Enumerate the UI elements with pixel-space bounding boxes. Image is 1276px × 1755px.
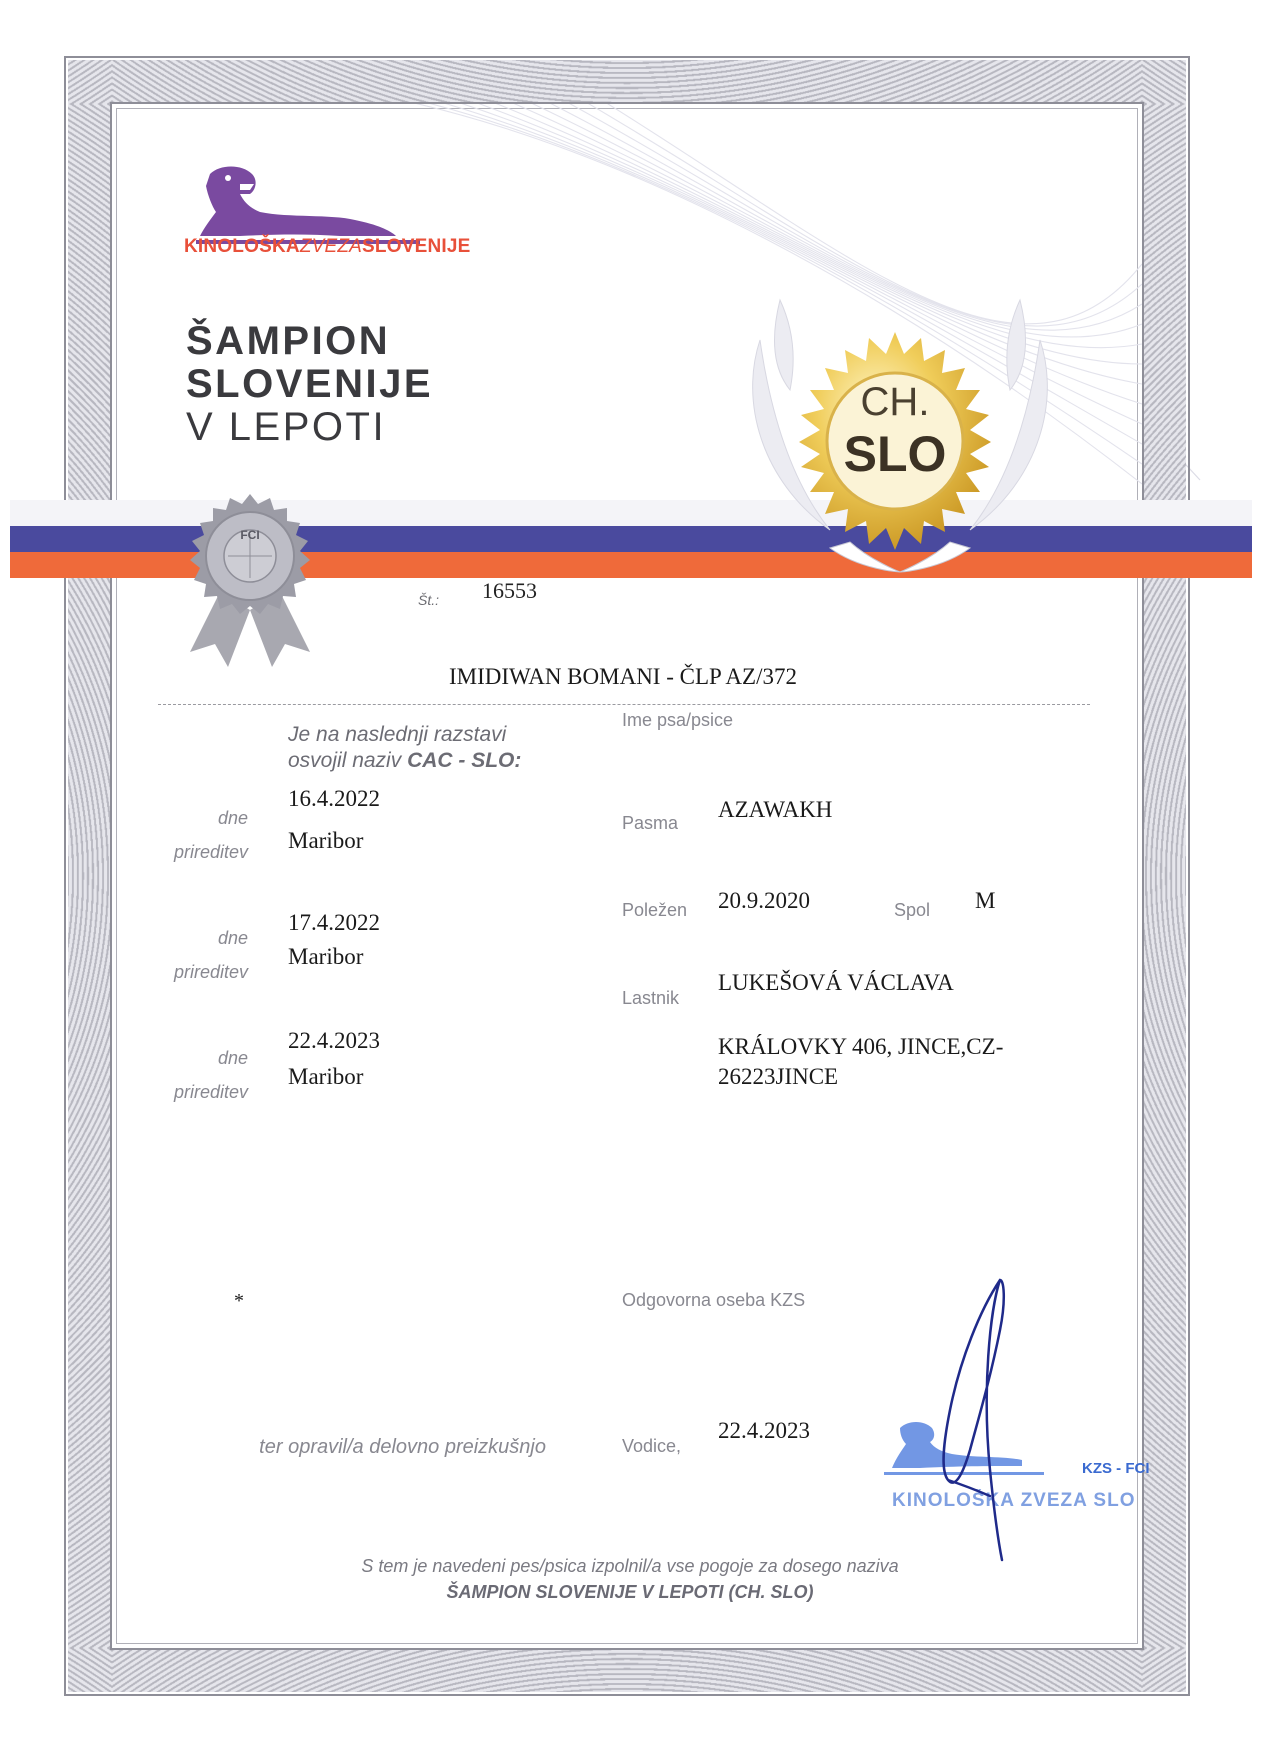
title-line-3: V LEPOTI: [186, 405, 387, 449]
event-place: Maribor: [288, 1064, 364, 1089]
title-line-1: ŠAMPION: [186, 319, 391, 363]
event-date: 16.4.2022: [288, 786, 380, 811]
event-date-label: dne: [217, 808, 248, 828]
event-place: Maribor: [288, 944, 364, 969]
certificate-number: 16553: [482, 578, 537, 603]
seal-text-slo: SLO: [843, 426, 947, 482]
asterisk-mark: *: [234, 1290, 244, 1312]
working-test-label: ter opravil/a delovno preizkušnjo: [259, 1436, 546, 1458]
intro-line-1: Je na naslednji razstavi: [288, 723, 507, 746]
sex-label: Spol: [894, 900, 931, 920]
event-date: 22.4.2023: [288, 1028, 380, 1053]
intro-line-2a: osvojil naziv: [288, 749, 408, 772]
fci-badge-abbr: FCI: [240, 528, 260, 542]
dog-name-label: Ime psa/psice: [622, 710, 734, 730]
name-divider: [158, 704, 1090, 705]
event-place-label: prireditev: [173, 962, 248, 982]
award-title: CAC - SLO:: [407, 749, 522, 772]
footer-line-1: S tem je navedeni pes/psica izpolnil/a vse pogoje za dosego naziva: [361, 1556, 899, 1576]
stamp-code: KZS - FCI: [1082, 1460, 1150, 1477]
issue-date: 22.4.2023: [718, 1418, 810, 1443]
event-date-label: dne: [217, 1048, 248, 1068]
born-value: 20.9.2020: [718, 888, 810, 913]
award-intro: [288, 722, 521, 774]
event-place-label: prireditev: [173, 842, 248, 862]
place-date-label: Vodice,: [622, 1436, 682, 1456]
event-date-label: dne: [217, 928, 248, 948]
event-place: Maribor: [288, 828, 364, 853]
certificate-footer: [200, 1553, 1060, 1605]
stamp-text: KINOLOŠKA ZVEZA SLO: [892, 1490, 1136, 1511]
footer-line-2: ŠAMPION SLOVENIJE V LEPOTI (CH. SLO): [446, 1582, 814, 1602]
seal-text-ch: CH.: [860, 380, 930, 424]
sex-value: M: [975, 888, 996, 913]
event-date: 17.4.2022: [288, 910, 380, 935]
born-label: Poležen: [622, 900, 688, 920]
dog-name: IMIDIWAN BOMANI - ČLP AZ/372: [449, 664, 797, 689]
breed-label: Pasma: [622, 813, 679, 833]
breed-value: AZAWAKH: [718, 797, 833, 822]
owner-value: LUKEŠOVÁ VÁCLAVA: [718, 970, 954, 995]
title-line-2: SLOVENIJE: [186, 362, 434, 406]
fci-rosette-icon: [170, 492, 330, 672]
certificate-title: [186, 320, 433, 449]
event-place-label: prireditev: [173, 1082, 248, 1102]
org-logo-text: KINOLOŠKAZVEZASLOVENIJE: [184, 236, 471, 257]
handwritten-signature: [920, 1270, 1040, 1570]
owner-address-line-2: 26223JINCE: [718, 1064, 839, 1089]
owner-address-line-1: KRÁLOVKY 406, JINCE,CZ-: [718, 1034, 1004, 1059]
owner-label: Lastnik: [622, 988, 680, 1008]
certificate-number-label: Št.:: [418, 592, 440, 608]
responsible-person-label: Odgovorna oseba KZS: [622, 1290, 806, 1310]
